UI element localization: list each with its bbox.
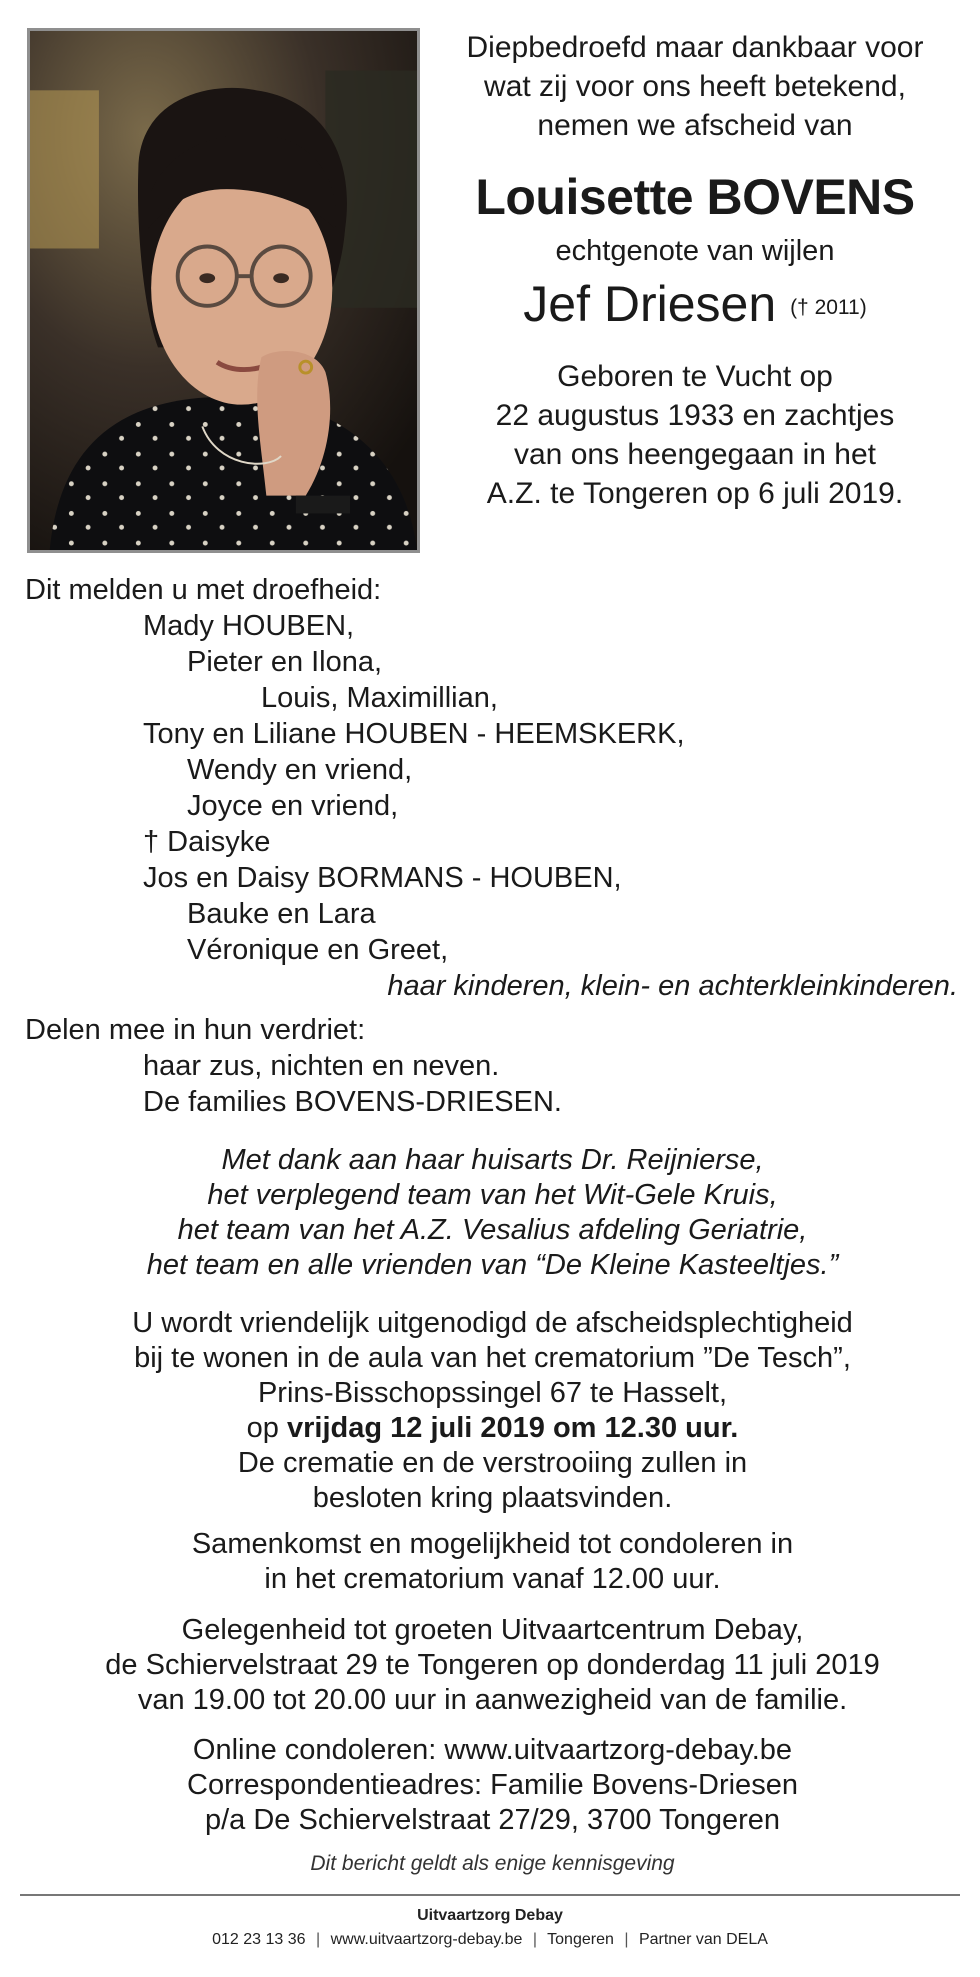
greeting-line: de Schiervelstraat 29 te Tongeren op donderdag 11 juli 2019 — [105, 1649, 880, 1681]
footer-separator: | — [315, 1931, 321, 1948]
birth-death-line: Geboren te Vucht op — [557, 359, 833, 393]
family-line: Mady HOUBEN, — [143, 610, 355, 642]
ceremony-date-prefix: op — [246, 1412, 287, 1444]
online-condolence[interactable]: Online condoleren: www.uitvaartzorg-debay.be — [192, 1734, 793, 1766]
family-line: † Daisyke — [143, 826, 271, 858]
footer-brand: Uitvaartzorg Debay — [417, 1907, 563, 1924]
greeting-section — [25, 1613, 960, 1718]
correspondence-address: Correspondentieadres: Familie Bovens-Driesen — [187, 1769, 798, 1801]
portrait-image — [30, 31, 417, 550]
correspondence-address-line2: p/a De Schiervelstraat 27/29, 3700 Tongeren — [204, 1804, 780, 1836]
ceremony-line: Prins-Bisschopssingel 67 te Hasselt, — [257, 1377, 728, 1409]
share-line: haar zus, nichten en neven. — [143, 1050, 500, 1082]
footer — [20, 1904, 960, 1952]
contact-section — [25, 1733, 960, 1838]
portrait-photo — [27, 28, 420, 553]
intro-line: nemen we afscheid van — [537, 109, 853, 142]
thanks-line: het team van het A.Z. Vesalius afdeling Geriatrie, — [177, 1214, 808, 1246]
ceremony-date: vrijdag 12 juli 2019 om 12.30 uur. — [287, 1412, 739, 1444]
ceremony-line: De crematie en de verstrooiing zullen in — [237, 1447, 748, 1479]
thanks-line: Met dank aan haar huisarts Dr. Reijnierse, — [221, 1144, 764, 1176]
family-line: Louis, Maximillian, — [261, 682, 498, 714]
family-line: Pieter en Ilona, — [187, 646, 383, 678]
family-line: Bauke en Lara — [187, 898, 376, 930]
intro-line: Diepbedroefd maar dankbaar voor — [466, 31, 924, 64]
family-line: Véronique en Greet, — [187, 934, 449, 966]
notice-text: Dit bericht geldt als enige kennisgeving — [310, 1852, 675, 1875]
greeting-line: van 19.00 tot 20.00 uur in aanwezigheid van de familie. — [137, 1684, 848, 1716]
ceremony-line: besloten kring plaatsvinden. — [312, 1482, 673, 1514]
gathering-section — [25, 1527, 960, 1597]
footer-partner: Partner van DELA — [638, 1931, 768, 1948]
ceremony-line: bij te wonen in de aula van het crematorium ”De Tesch”, — [134, 1342, 851, 1374]
family-closing: haar kinderen, klein- en achterkleinkinderen. — [387, 970, 958, 1002]
share-line: De families BOVENS-DRIESEN. — [143, 1086, 562, 1118]
intro-line: wat zij voor ons heeft betekend, — [484, 70, 906, 103]
birth-death-line: van ons heengegaan in het — [514, 437, 876, 471]
family-line: Wendy en vriend, — [187, 754, 413, 786]
spouse-name: Jef Driesen — [523, 276, 777, 332]
footer-phone[interactable]: 012 23 13 36 — [212, 1931, 306, 1948]
birth-death-line: 22 augustus 1933 en zachtjes — [495, 398, 895, 432]
footer-separator: | — [532, 1931, 537, 1948]
footer-city: Tongeren — [547, 1931, 614, 1948]
spouse-death-year: († 2011) — [790, 295, 867, 319]
announcement-header — [430, 28, 960, 513]
ceremony-line: U wordt vriendelijk uitgenodigd de afscheidsplechtigheid — [132, 1307, 853, 1339]
family-line: Jos en Daisy BORMANS - HOUBEN, — [143, 862, 622, 894]
ceremony-date-line — [25, 1411, 960, 1446]
birth-death-line: A.Z. te Tongeren op 6 juli 2019. — [486, 476, 904, 510]
family-line: Joyce en vriend, — [187, 790, 399, 822]
spouse — [430, 273, 960, 339]
intro-text — [430, 28, 960, 145]
family-line: Tony en Liliane HOUBEN - HEEMSKERK, — [143, 718, 685, 750]
footer-website[interactable]: www.uitvaartzorg-debay.be — [330, 1931, 523, 1948]
thanks-section — [25, 1143, 960, 1283]
ceremony-section — [25, 1306, 960, 1516]
family-lead: Dit melden u met droefheid: — [25, 574, 382, 606]
footer-divider — [20, 1894, 960, 1896]
birth-death-text — [430, 357, 960, 513]
family-section — [25, 572, 960, 1120]
greeting-line: Gelegenheid tot groeten Uitvaartcentrum Debay, — [181, 1614, 804, 1646]
gathering-line: Samenkomst en mogelijkheid tot condoleren in — [191, 1528, 794, 1560]
deceased-name: Louisette BOVENS — [475, 169, 915, 225]
gathering-line: in het crematorium vanaf 12.00 uur. — [264, 1563, 721, 1595]
footer-details — [20, 1928, 960, 1952]
share-lead: Delen mee in hun verdriet: — [25, 1014, 366, 1046]
thanks-line: het verplegend team van het Wit-Gele Kruis, — [207, 1179, 778, 1211]
share-section — [25, 1012, 960, 1120]
thanks-line: het team en alle vrienden van “De Kleine Kasteeltjes.” — [146, 1249, 839, 1281]
spouse-label: echtgenote van wijlen — [555, 235, 835, 267]
footer-separator: | — [624, 1931, 629, 1948]
